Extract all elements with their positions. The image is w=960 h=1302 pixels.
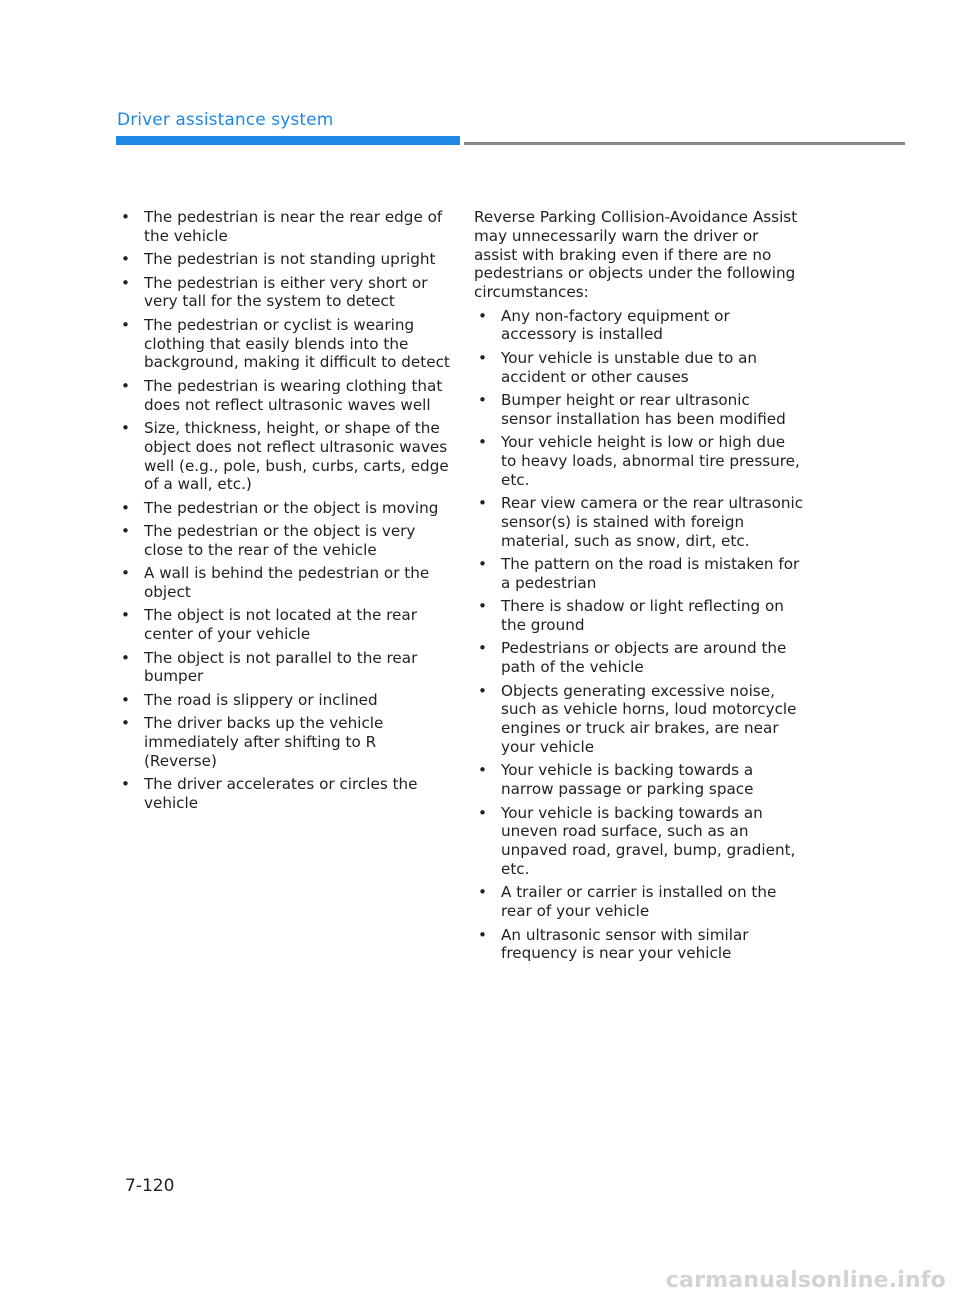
bullet-icon: • xyxy=(478,639,487,658)
bullet-icon: • xyxy=(121,498,130,517)
bullet-text: Your vehicle is backing towards an uneven road surface, such as an unpaved road, gravel, bump, gradient, etc. xyxy=(501,803,796,879)
bullet-icon: • xyxy=(121,250,130,269)
bullet-icon: • xyxy=(478,925,487,944)
bullet-item xyxy=(117,714,452,770)
bullet-text: Size, thickness, height, or shape of the object does not reflect ultrasonic waves well (e.g., pole, bush, curbs, carts, edge of a wall, etc.) xyxy=(144,418,449,494)
bullet-icon: • xyxy=(121,273,130,292)
bullet-icon: • xyxy=(478,681,487,700)
bullet-item xyxy=(117,775,452,813)
bullet-item xyxy=(117,419,452,494)
bullet-text: There is shadow or light reflecting on the ground xyxy=(501,597,784,635)
bullet-text: The object is not parallel to the rear bumper xyxy=(144,648,418,686)
bullet-item xyxy=(117,250,452,269)
bullet-icon: • xyxy=(478,348,487,367)
bullet-text: The pedestrian or cyclist is wearing clothing that easily blends into the background, making it difficult to detect xyxy=(144,315,450,372)
bullet-icon: • xyxy=(478,555,487,574)
bullet-item xyxy=(474,433,804,489)
watermark: carmanualsonline.info xyxy=(665,1268,946,1293)
header-divider-rule xyxy=(464,142,905,145)
bullet-item xyxy=(474,682,804,757)
bullet-icon: • xyxy=(121,775,130,794)
bullet-text: The pedestrian is near the rear edge of the vehicle xyxy=(144,208,443,245)
bullet-item xyxy=(117,564,452,602)
bullet-text: Pedestrians or objects are around the path of the vehicle xyxy=(501,639,787,677)
bullet-item xyxy=(474,883,804,921)
bullet-text: The pattern on the road is mistaken for a pedestrian xyxy=(501,555,800,592)
bullet-icon: • xyxy=(478,883,487,902)
bullet-item xyxy=(474,307,804,345)
bullet-icon: • xyxy=(478,803,487,822)
bullet-item xyxy=(117,316,452,372)
bullet-item xyxy=(474,494,804,550)
bullet-icon: • xyxy=(478,390,487,409)
bullet-text: Bumper height or rear ultrasonic sensor installation has been modified xyxy=(501,390,786,428)
bullet-icon: • xyxy=(121,418,130,437)
bullet-text: The driver accelerates or circles the vehicle xyxy=(144,775,418,813)
bullet-icon: • xyxy=(121,690,130,709)
bullet-item xyxy=(474,349,804,387)
header-accent-rule xyxy=(116,136,460,145)
bullet-text: Your vehicle is backing towards a narrow passage or parking space xyxy=(501,761,754,799)
bullet-text: The pedestrian is not standing upright xyxy=(144,250,436,269)
bullet-icon: • xyxy=(478,433,487,452)
bullet-icon: • xyxy=(121,564,130,583)
left-column xyxy=(117,208,452,817)
bullet-icon: • xyxy=(121,315,130,334)
bullet-icon: • xyxy=(121,648,130,667)
bullet-item xyxy=(474,555,804,593)
bullet-item xyxy=(117,522,452,560)
bullet-text: The pedestrian or the object is moving xyxy=(144,498,439,517)
bullet-icon: • xyxy=(121,606,130,625)
bullet-item xyxy=(117,606,452,644)
bullet-icon: • xyxy=(478,761,487,780)
bullet-icon: • xyxy=(121,376,130,395)
section-title: Driver assistance system xyxy=(117,110,334,130)
bullet-text: Your vehicle is unstable due to an accident or other causes xyxy=(501,348,758,386)
bullet-icon: • xyxy=(478,494,487,513)
page-number: 7-120 xyxy=(125,1176,175,1196)
bullet-icon: • xyxy=(478,306,487,325)
bullet-icon: • xyxy=(121,522,130,541)
bullet-item xyxy=(117,377,452,415)
bullet-item xyxy=(117,274,452,312)
right-column xyxy=(474,208,804,968)
bullet-item xyxy=(117,499,452,518)
bullet-text: The pedestrian is either very short or very tall for the system to detect xyxy=(144,273,428,311)
bullet-text: The driver backs up the vehicle immediately after shifting to R (Reverse) xyxy=(144,714,384,770)
bullet-text: Rear view camera or the rear ultrasonic sensor(s) is stained with foreign material, such as snow, dirt, etc. xyxy=(501,494,804,550)
bullet-item xyxy=(117,649,452,687)
bullet-item xyxy=(474,804,804,879)
bullet-item xyxy=(117,691,452,710)
bullet-text: A trailer or carrier is installed on the rear of your vehicle xyxy=(501,883,777,921)
bullet-text: An ultrasonic sensor with similar frequency is near your vehicle xyxy=(501,925,749,963)
bullet-item xyxy=(474,597,804,635)
right-bullet-list xyxy=(474,307,804,964)
bullet-item xyxy=(474,926,804,964)
bullet-icon: • xyxy=(121,714,130,733)
bullet-text: A wall is behind the pedestrian or the object xyxy=(144,564,430,602)
bullet-item xyxy=(117,208,452,246)
bullet-text: Objects generating excessive noise, such as vehicle horns, loud motorcycle engines or truck air brakes, are near your vehicle xyxy=(501,681,797,757)
bullet-text: The object is not located at the rear center of your vehicle xyxy=(144,606,417,644)
bullet-text: The road is slippery or inclined xyxy=(144,690,378,709)
bullet-text: The pedestrian is wearing clothing that does not reflect ultrasonic waves well xyxy=(144,376,443,414)
bullet-text: Your vehicle height is low or high due to heavy loads, abnormal tire pressure, etc. xyxy=(501,433,800,489)
bullet-item xyxy=(474,639,804,677)
bullet-icon: • xyxy=(121,208,130,226)
bullet-item xyxy=(474,761,804,799)
bullet-item xyxy=(474,391,804,429)
right-column-intro: Reverse Parking Collision-Avoidance Assist may unnecessarily warn the driver or assist with braking even if there are no pedestrians or objects under the following circumstances: xyxy=(474,208,798,302)
bullet-icon: • xyxy=(478,597,487,616)
left-bullet-list xyxy=(117,208,452,813)
bullet-text: Any non-factory equipment or accessory is installed xyxy=(501,306,730,344)
bullet-text: The pedestrian or the object is very close to the rear of the vehicle xyxy=(144,522,416,559)
